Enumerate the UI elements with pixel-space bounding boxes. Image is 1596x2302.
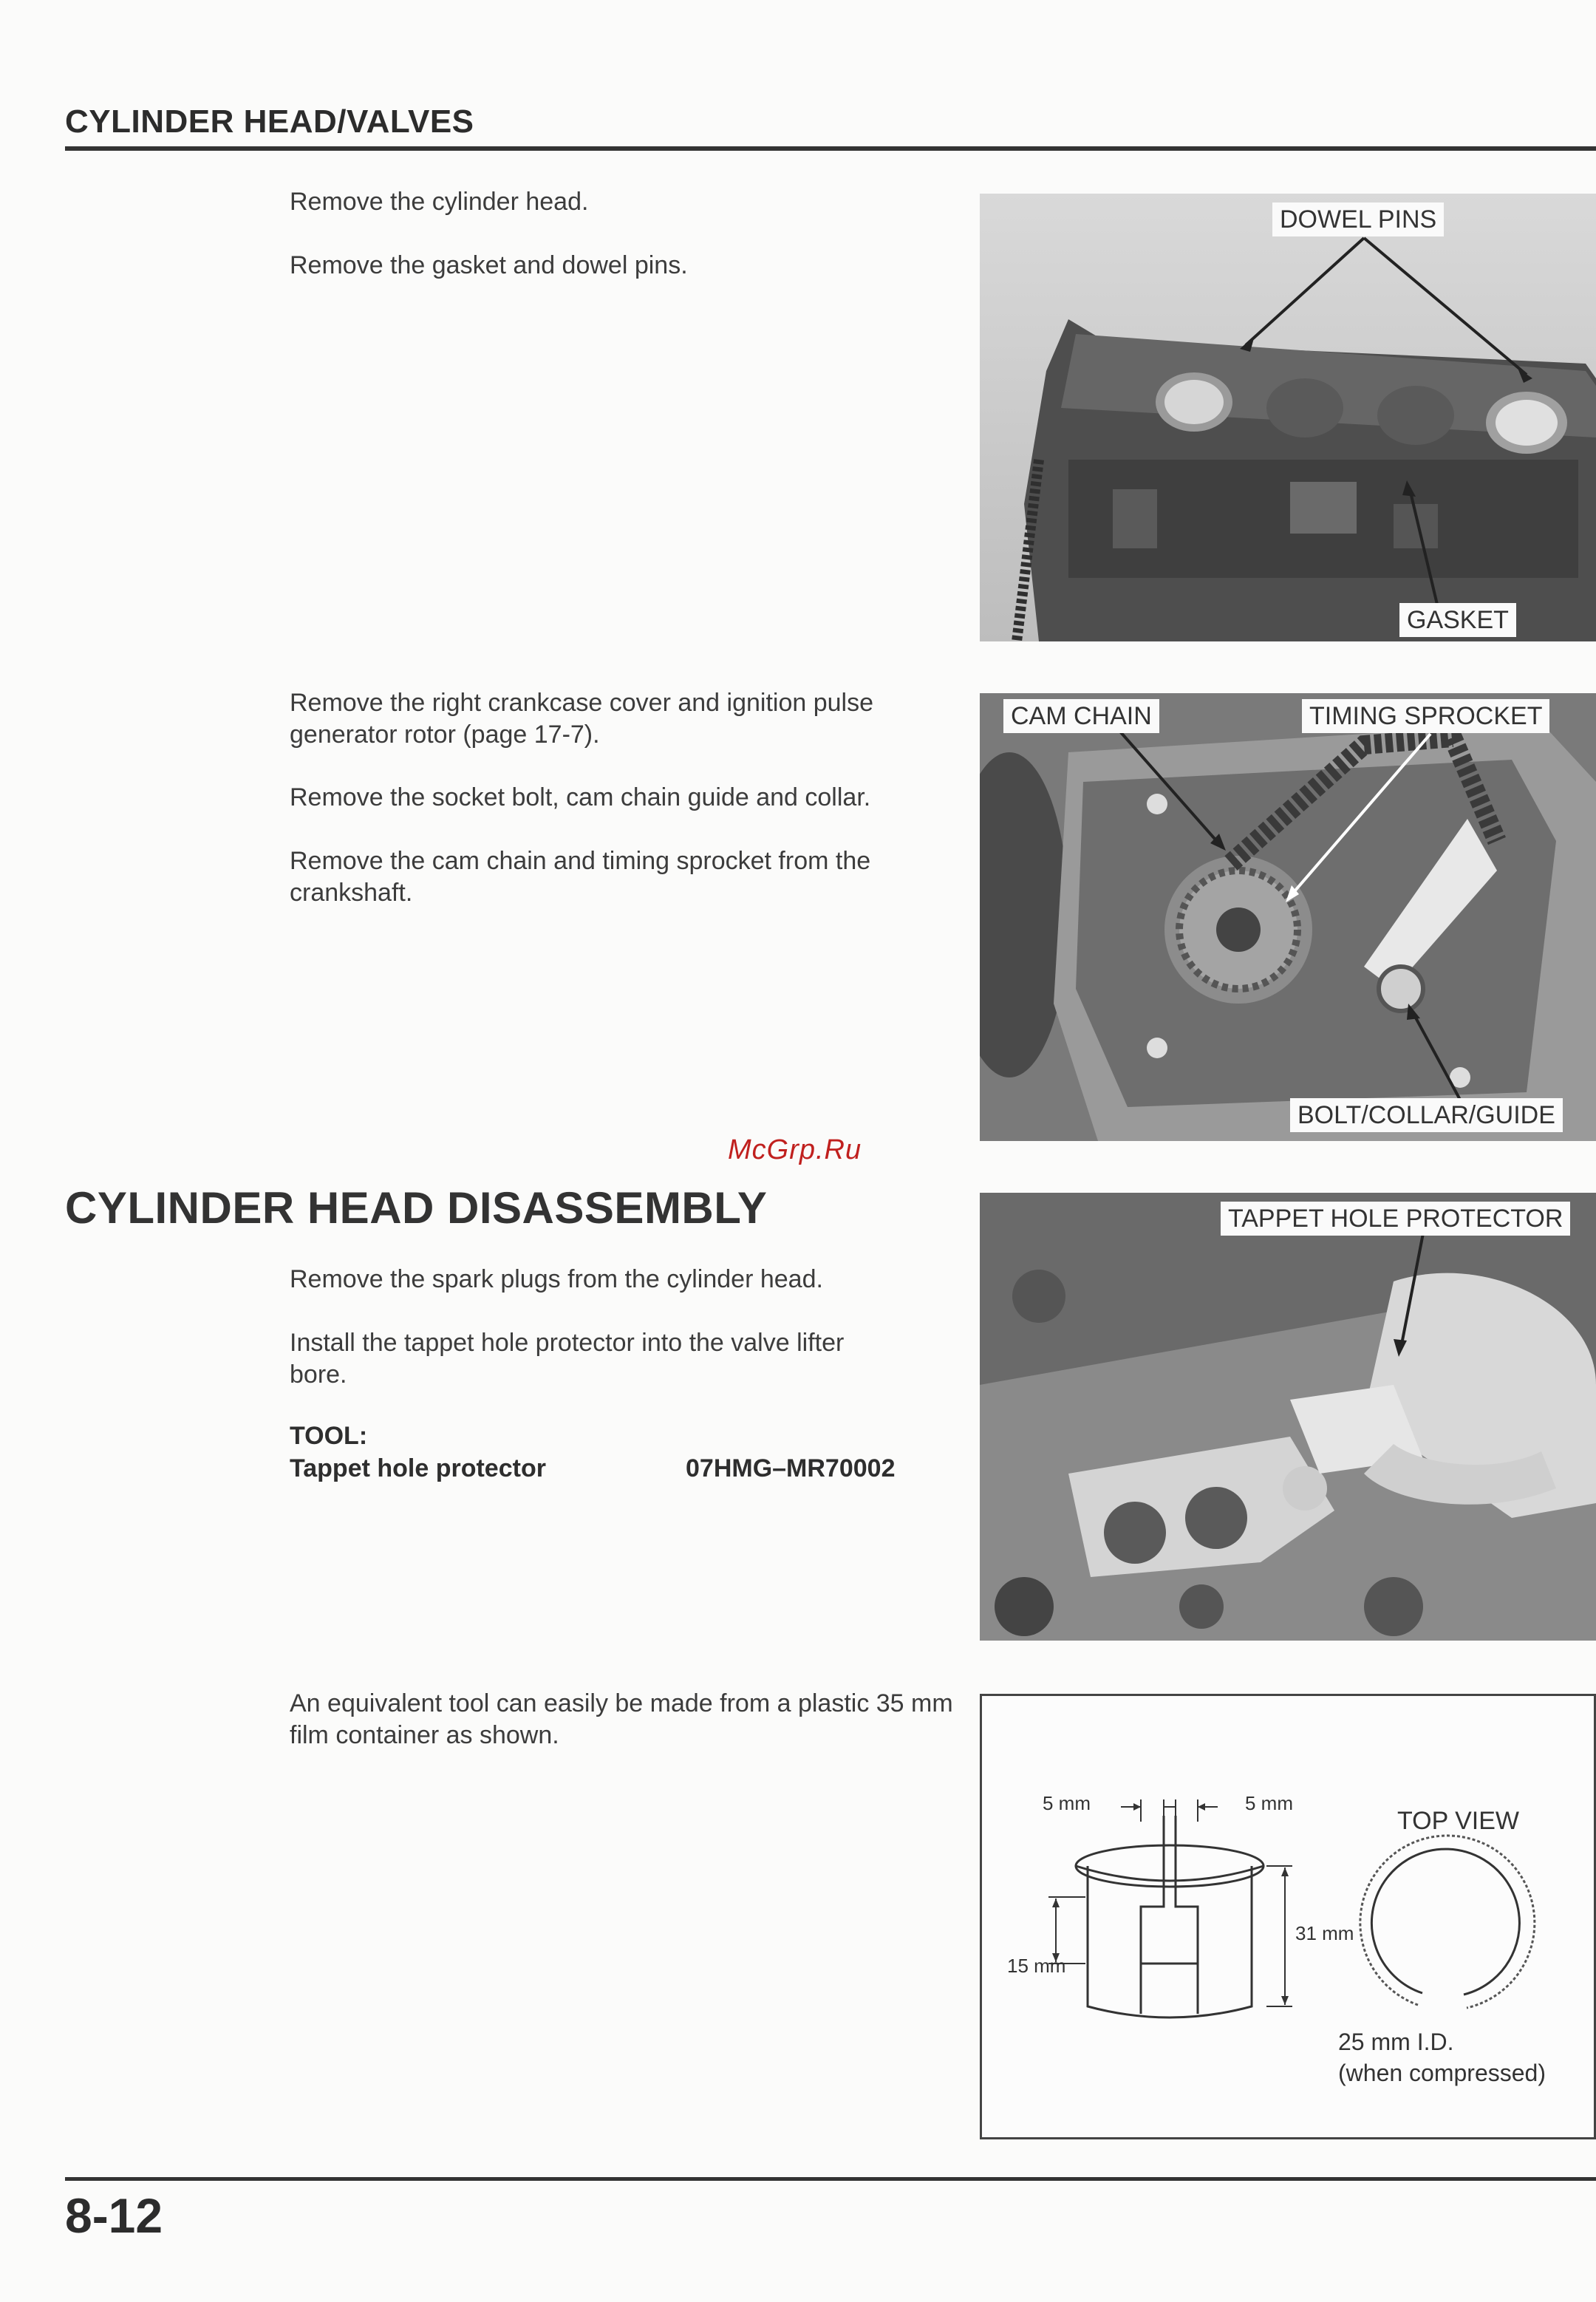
dim-slot-label: 15 mm (1007, 1955, 1066, 1977)
dim-height-label: 31 mm (1295, 1922, 1354, 1944)
tool-label: TOOL: (290, 1422, 368, 1450)
equivalent-para: An equivalent tool can easily be made from a plastic 35 mm film container as shown. (290, 1689, 953, 1749)
step2-para2: Remove the socket bolt, cam chain guide and collar. (290, 783, 871, 811)
disassembly-heading: CYLINDER HEAD DISASSEMBLY (65, 1183, 768, 1233)
cam-chain-photo (980, 693, 1596, 1141)
step1-line1: Remove the cylinder head. (290, 188, 589, 216)
disassembly-para1: Remove the spark plugs from the cylinder head. (290, 1265, 823, 1293)
dim-right-label: 5 mm (1245, 1792, 1293, 1814)
id-label: 25 mm I.D. (1338, 2029, 1454, 2055)
id-note: (when compressed) (1338, 2060, 1546, 2086)
tool-number: 07HMG–MR70002 (686, 1454, 896, 1482)
dowel-pins-callout: DOWEL PINS (1272, 202, 1444, 236)
cylinder-block-photo (980, 194, 1596, 641)
step1-line2: Remove the gasket and dowel pins. (290, 251, 688, 279)
bolt-collar-guide-callout: BOLT/COLLAR/GUIDE (1290, 1098, 1563, 1132)
watermark-text: McGrp.Ru (728, 1134, 862, 1165)
top-view-label: TOP VIEW (1397, 1807, 1520, 1835)
tappet-protector-callout: TAPPET HOLE PROTECTOR (1221, 1202, 1570, 1236)
header-rule (65, 146, 1596, 151)
film-container-diagram (980, 1694, 1596, 2139)
cam-chain-callout: CAM CHAIN (1003, 699, 1159, 733)
footer-rule (65, 2177, 1596, 2181)
disassembly-para2: Install the tappet hole protector into the valve lifter bore. (290, 1329, 845, 1389)
tappet-protector-photo (980, 1193, 1596, 1641)
dim-left-label: 5 mm (1043, 1792, 1091, 1814)
step2-para3: Remove the cam chain and timing sprocket from the crankshaft. (290, 847, 871, 907)
gasket-callout: GASKET (1399, 603, 1516, 637)
section-title: CYLINDER HEAD/VALVES (65, 103, 474, 140)
step2-para1: Remove the right crankcase cover and ignition pulse generator rotor (page 17-7). (290, 689, 873, 749)
timing-sprocket-callout: TIMING SPROCKET (1302, 699, 1549, 733)
tool-name: Tappet hole protector (290, 1454, 546, 1482)
page-number: 8-12 (65, 2188, 163, 2243)
